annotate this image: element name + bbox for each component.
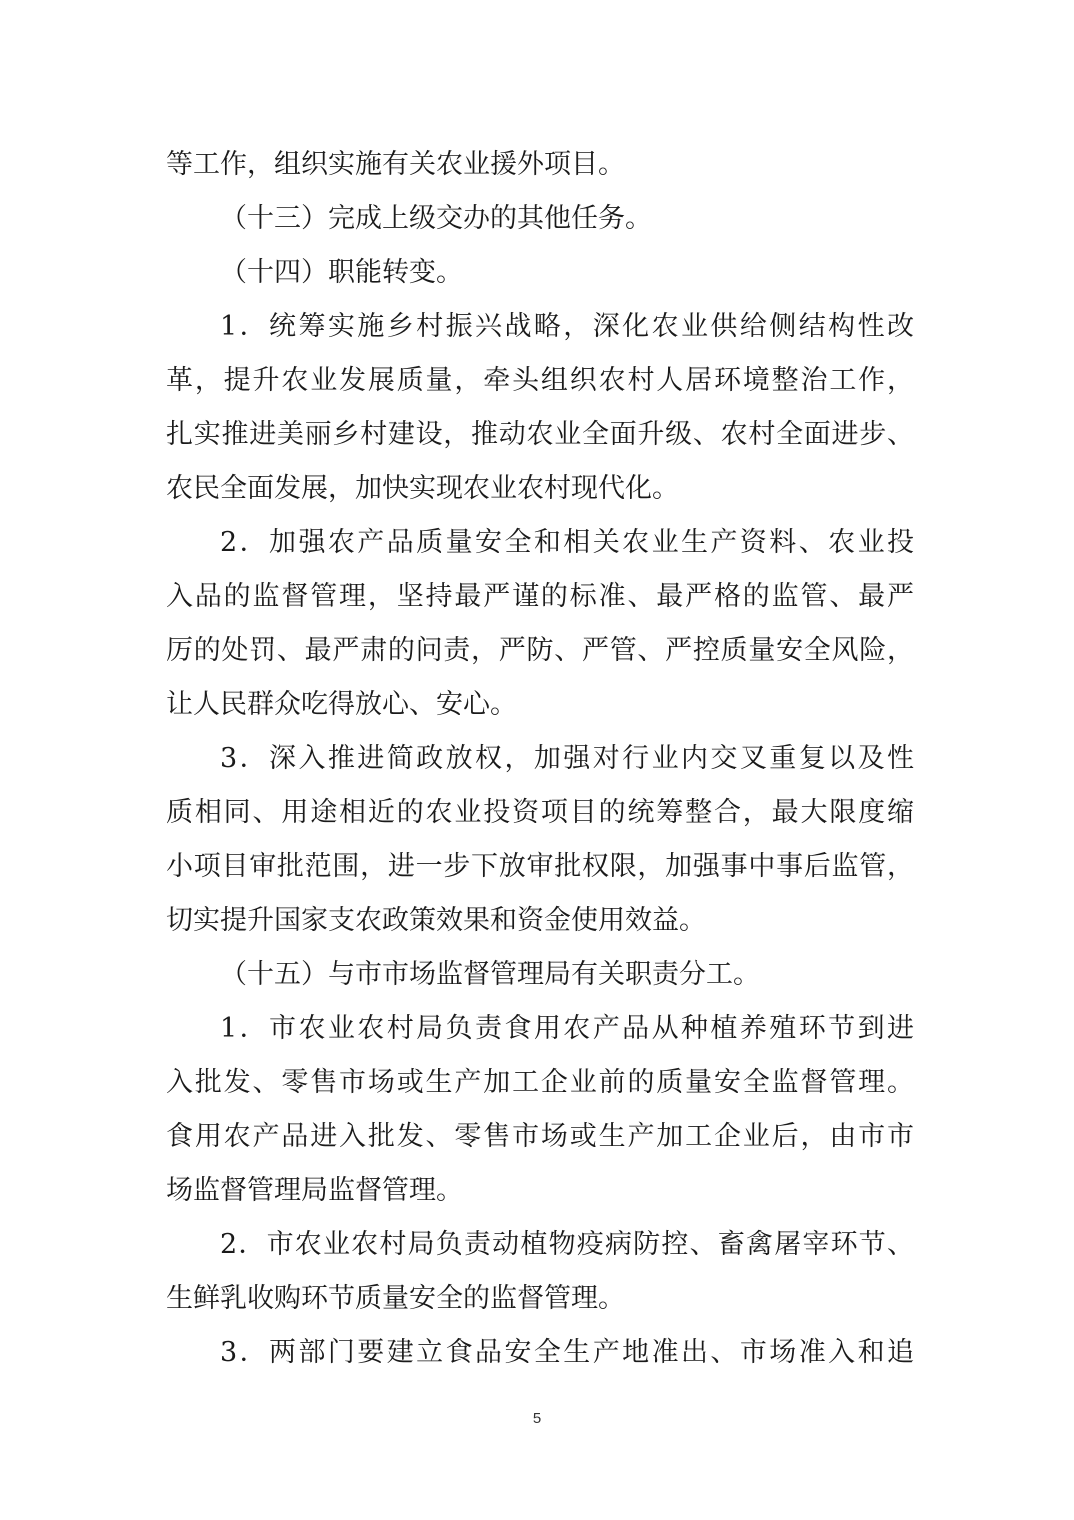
text-line: 食用农产品进入批发、零售市场或生产加工企业后，由市市: [166, 1121, 914, 1152]
text-line: 1．市农业农村局负责食用农产品从种植养殖环节到进: [220, 1013, 914, 1044]
section-heading-15: （十五）与市市场监督管理局有关职责分工。: [220, 959, 760, 990]
text-line: 入品的监督管理，坚持最严谨的标准、最严格的监管、最严: [166, 581, 914, 612]
text-line: 生鲜乳收购环节质量安全的监督管理。: [166, 1283, 625, 1314]
text-line: 2．加强农产品质量安全和相关农业生产资料、农业投: [220, 527, 914, 558]
page-number: 5: [532, 1410, 542, 1427]
text-line: 等工作，组织实施有关农业援外项目。: [166, 149, 625, 180]
text-line: 扎实推进美丽乡村建设，推动农业全面升级、农村全面进步、: [166, 419, 914, 450]
text-line: 场监督管理局监督管理。: [166, 1175, 463, 1206]
section-heading-13: （十三）完成上级交办的其他任务。: [220, 203, 652, 234]
text-line: 1．统筹实施乡村振兴战略，深化农业供给侧结构性改: [220, 311, 914, 342]
text-line: 入批发、零售市场或生产加工企业前的质量安全监督管理。: [166, 1067, 914, 1098]
text-line: 厉的处罚、最严肃的问责，严防、严管、严控质量安全风险，: [166, 635, 914, 666]
text-line: 3．深入推进简政放权，加强对行业内交叉重复以及性: [220, 743, 914, 774]
text-line: 2．市农业农村局负责动植物疫病防控、畜禽屠宰环节、: [220, 1229, 914, 1260]
section-heading-14: （十四）职能转变。: [220, 257, 463, 288]
text-line: 小项目审批范围，进一步下放审批权限，加强事中事后监管，: [166, 851, 914, 882]
text-line: 农民全面发展，加快实现农业农村现代化。: [166, 473, 679, 504]
text-line: 质相同、用途相近的农业投资项目的统筹整合，最大限度缩: [166, 797, 914, 828]
text-line: 让人民群众吃得放心、安心。: [166, 689, 517, 720]
text-line: 切实提升国家支农政策效果和资金使用效益。: [166, 905, 706, 936]
text-line: 革，提升农业发展质量，牵头组织农村人居环境整治工作，: [166, 365, 914, 396]
body-text: [166, 138, 914, 1380]
text-line: 3．两部门要建立食品安全生产地准出、市场准入和追: [220, 1337, 914, 1368]
